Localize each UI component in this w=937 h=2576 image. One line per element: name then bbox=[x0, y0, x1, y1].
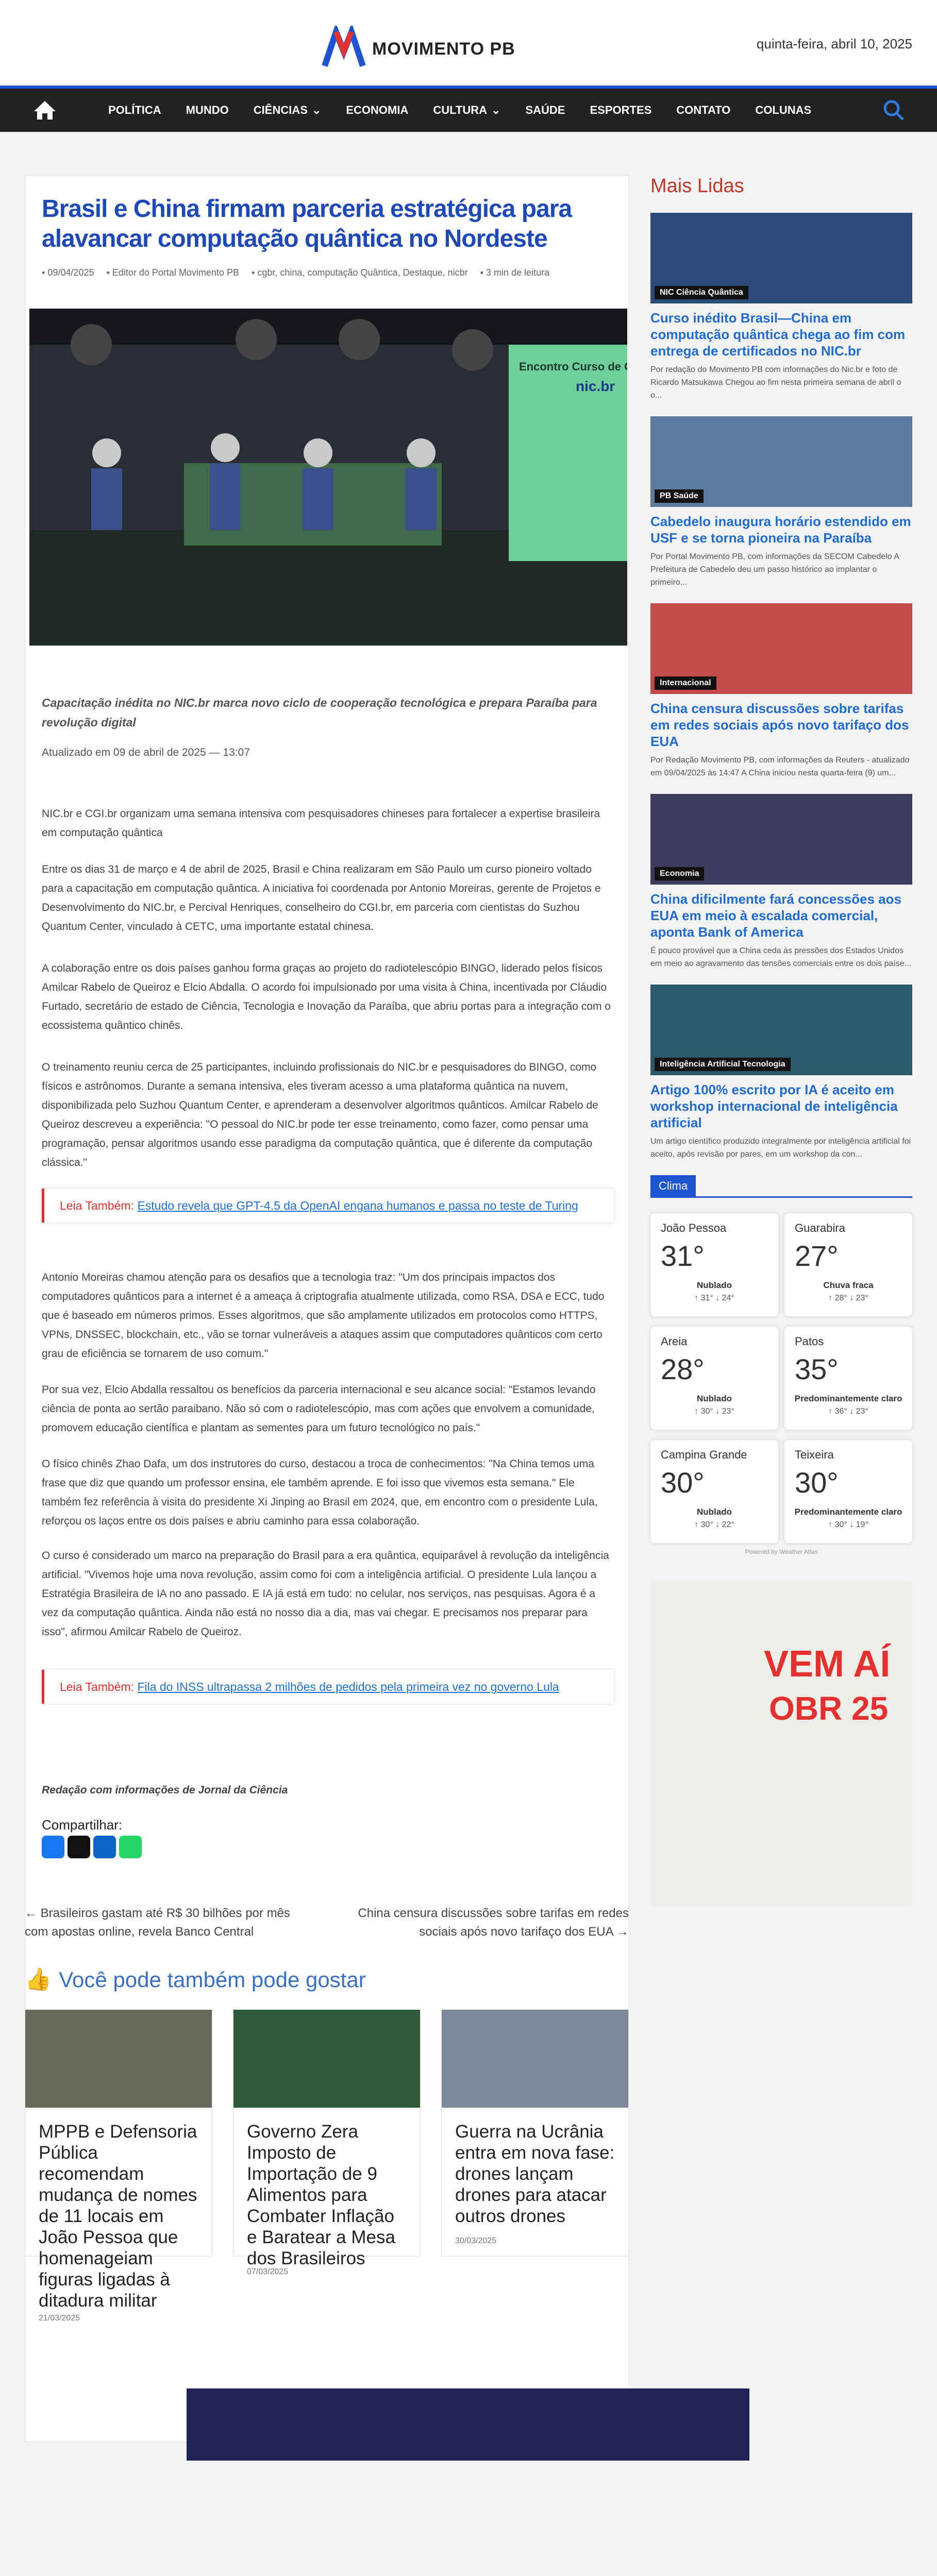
weather-condition: Nublado bbox=[697, 1394, 732, 1403]
weather-minmax: ↑ 30° ↓ 22° bbox=[694, 1520, 734, 1529]
article-lede: Capacitação inédita no NIC.br marca novo ciclo de cooperação tecnológica e prepara Paraíba para revolução digital bbox=[42, 696, 597, 729]
nav-item-colunas[interactable]: COLUNAS bbox=[755, 104, 812, 116]
sidebar bbox=[650, 175, 912, 1906]
nav-item-saude[interactable]: SAÚDE bbox=[525, 104, 565, 116]
weather-city: Guarabira bbox=[795, 1222, 845, 1234]
x-icon[interactable] bbox=[68, 1836, 90, 1858]
weather-temp: 28° bbox=[661, 1353, 705, 1385]
related-label: Leia Também: bbox=[60, 1199, 135, 1212]
most-read-excerpt: Um artigo científico produzido integralmente por inteligência artificial foi aceito, após revisão por pares, em um workshop da con... bbox=[650, 1137, 911, 1159]
weather-credit[interactable]: Powered by Weather Atlas bbox=[745, 1548, 818, 1555]
most-read-item[interactable] bbox=[650, 603, 912, 779]
hero-image bbox=[29, 309, 627, 646]
most-read-item[interactable] bbox=[650, 213, 912, 402]
most-read-title-link[interactable]: Curso inédito Brasil—China em computação quântica chega ao fim com entrega de certificados no NIC.br bbox=[650, 310, 906, 359]
article-paragraph: Antonio Moreiras chamou atenção para os desafios que a tecnologia traz: "Um dos principais impactos dos computadores quânticos para a internet é a ameaça à criptografia atualmente utilizada, como RSA, DSA e ECC, tudo que é baseado em números primos. Esses algoritmos, que são amplamente utilizados em protocolos como HTTPS, VPNs, DNSSEC, blockchain, etc., vão se tornar vulneráveis a ataques assim que computadores quânticos com certo grau de eficiência se tornarem de uso comum." bbox=[42, 1272, 605, 1360]
linkedin-icon[interactable] bbox=[93, 1836, 116, 1858]
related-link[interactable]: Fila do INSS ultrapassa 2 milhões de pedidos pela primeira vez no governo Lula bbox=[137, 1680, 559, 1693]
category-tag: Internacional bbox=[655, 676, 716, 690]
weather-card bbox=[784, 1213, 912, 1316]
hero-caption: Encontro Curso de bbox=[519, 360, 622, 373]
weather-city: Patos bbox=[795, 1335, 824, 1348]
search-icon[interactable] bbox=[882, 99, 905, 124]
related-card-date: 07/03/2025 bbox=[247, 2267, 289, 2276]
ad-banner[interactable] bbox=[187, 2388, 749, 2461]
most-read-excerpt: Por redação do Movimento PB com informações do Nic.br e foto de Ricardo Matsukawa Chegou ao fim nesta primeira semana de abril o o... bbox=[650, 365, 901, 400]
most-read-item[interactable] bbox=[650, 794, 912, 970]
prev-post-link[interactable]: ← Brasileiros gastam até R$ 30 bilhões por mês com apostas online, revela Banco Central bbox=[25, 1906, 290, 1939]
related-label: Leia Também: bbox=[60, 1680, 135, 1693]
related-card-title[interactable]: Governo Zera Imposto de Importação de 9 Alimentos para Combater Inflação e Baratear a Mesa dos Brasileiros bbox=[247, 2122, 395, 2268]
weather-condition: Chuva fraca bbox=[823, 1280, 874, 1290]
chevron-down-icon: ⌄ bbox=[491, 104, 501, 116]
article-source: Redação com informações de Jornal da Ciência bbox=[42, 1784, 288, 1796]
related-link-box bbox=[42, 1670, 614, 1704]
weather-temp: 27° bbox=[795, 1240, 839, 1272]
related-card-date: 30/03/2025 bbox=[455, 2236, 497, 2245]
logo-icon bbox=[321, 26, 367, 72]
most-read-image bbox=[650, 213, 912, 303]
most-read-excerpt: Por Portal Movimento PB, com informações da SECOM Cabedelo A Prefeitura de Cabedelo deu um passo histórico ao implantar o primeiro... bbox=[650, 552, 899, 587]
article-author[interactable]: ▪ Editor do Portal Movimento PB bbox=[106, 267, 239, 278]
weather-card bbox=[650, 1213, 778, 1316]
article-date: ▪ 09/04/2025 bbox=[42, 267, 94, 278]
thumbs-up-icon: 👍 bbox=[25, 1967, 52, 1991]
related-card-image bbox=[25, 2010, 212, 2108]
article-paragraph: O físico chinês Zhao Dafa, um dos instrutores do curso, destacou a troca de conhecimentos: "Na China temos uma frase que diz que quando um professor ensina, ele também aprende. E foi isso que vivemos esta semana." Ele também fez referência à visita do presidente Xi Jinping ao Brasil em 2024, que, em encontro com o presidente Lula, reforçou os laços entre os dois países e abriu caminho para essa colaboração. bbox=[42, 1458, 598, 1527]
article-paragraph: Por sua vez, Elcio Abdalla ressaltou os benefícios da parceria internacional e seu alcance social: "Estamos levando ciência de ponta ao sertão paraibano. Não só com o radiotelescópio, mas com ações que envolvem a comunidade, promovem educação científica e plantam as sementes para um futuro tecnológico no país." bbox=[42, 1384, 596, 1434]
most-read-item[interactable] bbox=[650, 416, 912, 589]
hero-brand: nic.br bbox=[576, 378, 615, 394]
weather-city: Campina Grande bbox=[661, 1448, 747, 1461]
category-tag: NIC Ciência Quântica bbox=[655, 286, 748, 299]
most-read-excerpt: Por Redação Movimento PB, com informações da Reuters - atualizado em 09/04/2025 às 14:47 A China iniciou nesta quarta-feira (9) um... bbox=[650, 756, 910, 777]
sidebar-ad[interactable] bbox=[650, 1581, 912, 1906]
most-read-title-link[interactable]: China dificilmente fará concessões aos EUA em meio à escalada comercial, aponta Bank of America bbox=[650, 891, 901, 940]
category-tag: Economia bbox=[655, 867, 704, 880]
related-card-title[interactable]: MPPB e Defensoria Pública recomendam mudança de nomes de 11 locais em João Pessoa que homenageiam figuras ligadas à ditadura militar bbox=[39, 2122, 197, 2311]
facebook-icon[interactable] bbox=[42, 1836, 64, 1858]
nav-item-mundo[interactable]: MUNDO bbox=[186, 104, 229, 116]
category-tag: Inteligência Artificial Tecnologia bbox=[655, 1058, 791, 1071]
related-card-title[interactable]: Guerra na Ucrânia entra em nova fase: drones lançam drones para atacar outros drones bbox=[455, 2122, 615, 2226]
weather-city: Teixeira bbox=[795, 1448, 834, 1461]
share-buttons bbox=[42, 1836, 142, 1858]
weather-temp: 30° bbox=[795, 1466, 839, 1499]
read-time: ▪ 3 min de leitura bbox=[480, 267, 550, 278]
weather-minmax: ↑ 28° ↓ 23° bbox=[828, 1294, 868, 1302]
related-section-title: 👍 Você pode também pode gostar bbox=[25, 1967, 366, 1992]
weather-minmax: ↑ 36° ↓ 23° bbox=[828, 1407, 868, 1416]
article-paragraph: Entre os dias 31 de março e 4 de abril de 2025, Brasil e China realizaram em São Paulo um curso pioneiro voltado para a capacitação em computação quântica. A iniciativa foi coordenada por Antonio Moreiras, gerente de Projetos e Desenvolvimento do NIC.br, e Percival Henriques, conselheiro do CGI.br, em parceria com cientistas do Suzhou Quantum Center, vinculado à CETC, uma importante estatal chinesa. bbox=[42, 863, 601, 933]
weather-temp: 30° bbox=[661, 1466, 705, 1499]
weather-temp: 35° bbox=[795, 1353, 839, 1385]
most-read-image bbox=[650, 985, 912, 1075]
nav-item-contato[interactable]: CONTATO bbox=[676, 104, 731, 116]
weather-minmax: ↑ 31° ↓ 24° bbox=[694, 1294, 734, 1302]
chevron-down-icon: ⌄ bbox=[311, 104, 322, 116]
most-read-title: Mais Lidas bbox=[650, 175, 744, 197]
article-paragraph: O curso é considerado um marco na preparação do Brasil para a era quântica, equiparável à revolução da inteligência artificial. "Vivemos hoje uma nova revolução, assim como foi com a inteligência artificial. O presidente Lula lançou a Estratégia Brasileira de IA no ano passado. E IA já está em tudo: no celular, nos serviços, nas pesquisas. Agora é a vez da computação quântica. Ainda não está no nosso dia a dia, mas vai chegar. E precisamos nos preparar para isso", afirmou Amilcar Rabelo de Queiroz. bbox=[42, 1550, 609, 1638]
next-post-link[interactable]: China censura discussões sobre tarifas em redes sociais após novo tarifaço dos EUA → bbox=[358, 1906, 629, 1939]
nav-item-esportes[interactable]: ESPORTES bbox=[590, 104, 652, 116]
weather-title: Clima bbox=[650, 1175, 696, 1197]
nav-item-cultura[interactable]: CULTURA ⌄ bbox=[433, 104, 501, 116]
ad-title: VEM AÍ bbox=[764, 1643, 891, 1685]
related-card[interactable] bbox=[25, 2009, 212, 2323]
weather-condition: Nublado bbox=[697, 1507, 732, 1517]
article-paragraph: A colaboração entre os dois países ganhou forma graças ao projeto do radiotelescópio BINGO, liderado pelos físicos Amilcar Rabelo de Queiroz e Elcio Abdalla. O acordo foi impulsionado por uma visita à China, incentivada por Cláudio Furtado, secretário de estado de Ciência, Tecnologia e Inovação da Paraíba, que abriu portas para a integração com o ecossistema quântico chinês. bbox=[42, 962, 611, 1031]
home-icon[interactable] bbox=[33, 100, 57, 121]
weather-card bbox=[784, 1440, 912, 1543]
header-date: quinta-feira, abril 10, 2025 bbox=[756, 36, 912, 52]
most-read-item[interactable] bbox=[650, 985, 912, 1161]
related-card-date: 21/03/2025 bbox=[39, 2314, 80, 2323]
weather-condition: Nublado bbox=[697, 1280, 732, 1290]
site-header bbox=[0, 0, 937, 89]
weather-card bbox=[784, 1327, 912, 1430]
weather-condition: Predominantemente claro bbox=[794, 1507, 902, 1517]
nav-item-ciencias[interactable]: CIÊNCIAS ⌄ bbox=[253, 104, 322, 116]
weather-minmax: ↑ 30° ↓ 19° bbox=[828, 1520, 868, 1529]
weather-card bbox=[650, 1327, 778, 1430]
whatsapp-icon[interactable] bbox=[119, 1836, 142, 1858]
related-link[interactable]: Estudo revela que GPT-4.5 da OpenAI engana humanos e passa no teste de Turing bbox=[137, 1199, 578, 1212]
related-card-image bbox=[442, 2010, 628, 2108]
most-read-image bbox=[650, 603, 912, 694]
updated-time: Atualizado em 09 de abril de 2025 — 13:07 bbox=[42, 747, 250, 758]
main-nav bbox=[0, 89, 937, 132]
most-read-title-link[interactable]: Cabedelo inaugura horário estendido em USF e se torna pioneira na Paraíba bbox=[650, 514, 911, 546]
most-read-image bbox=[650, 794, 912, 885]
weather-minmax: ↑ 30° ↓ 23° bbox=[694, 1407, 734, 1416]
most-read-title-link[interactable]: China censura discussões sobre tarifas em redes sociais após novo tarifaço dos EUA bbox=[650, 701, 909, 749]
weather-city: João Pessoa bbox=[661, 1222, 727, 1234]
article-paragraph: O treinamento reuniu cerca de 25 participantes, incluindo profissionais do NIC.br e pesquisadores do BINGO, como físicos e astrônomos. Durante a semana intensiva, eles tiveram acesso a uma plataforma quântica na nuvem, disponibilizada pelo Suzhou Quantum Center, e aprenderam a desenvolver algoritmos quânticos. Amilcar Rabelo de Queiroz descreveu a experiência: "O pessoal do NIC.br pode ter esse treinamento, como fazer, como pensar uma programação, pensar algoritmos usando esse paradigma da computação quântica, que é diferente da computação clássica." bbox=[42, 1061, 598, 1168]
category-tag: PB Saúde bbox=[655, 489, 704, 503]
nav-item-politica[interactable]: POLÍTICA bbox=[108, 104, 161, 116]
weather-city: Areia bbox=[661, 1335, 688, 1348]
article-tags[interactable]: ▪ cgbr, china, computação Quântica, Destaque, nicbr bbox=[252, 267, 468, 278]
weather-header bbox=[650, 1175, 912, 1198]
most-read-title-link[interactable]: Artigo 100% escrito por IA é aceito em workshop internacional de inteligência artificial bbox=[650, 1082, 898, 1130]
ad-subtitle: OBR 25 bbox=[769, 1690, 889, 1727]
weather-card bbox=[650, 1440, 778, 1543]
weather-grid bbox=[650, 1198, 912, 1553]
nav-item-economia[interactable]: ECONOMIA bbox=[346, 104, 409, 116]
related-card-image bbox=[233, 2010, 420, 2108]
most-read-image bbox=[650, 416, 912, 507]
article-meta bbox=[42, 267, 549, 278]
article-title: Brasil e China firmam parceria estratégica para alavancar computação quântica no Nordeste bbox=[42, 195, 572, 252]
weather-condition: Predominantemente claro bbox=[794, 1394, 902, 1403]
article-paragraph: NIC.br e CGI.br organizam uma semana intensiva com pesquisadores chineses para fortalecer a expertise brasileira em computação quântica bbox=[42, 808, 600, 839]
most-read-excerpt: É pouco provável que a China ceda às pressões dos Estados Unidos em meio ao agravamento das tensões comerciais entre os dois paíse... bbox=[650, 946, 912, 968]
weather-temp: 31° bbox=[661, 1240, 705, 1272]
site-logo[interactable] bbox=[321, 26, 515, 72]
logo-text: MOVIMENTO PB bbox=[372, 39, 515, 59]
related-card[interactable] bbox=[441, 2009, 629, 2257]
share-title: Compartilhar: bbox=[42, 1817, 123, 1833]
related-link-box bbox=[42, 1189, 614, 1223]
related-card[interactable] bbox=[233, 2009, 421, 2276]
